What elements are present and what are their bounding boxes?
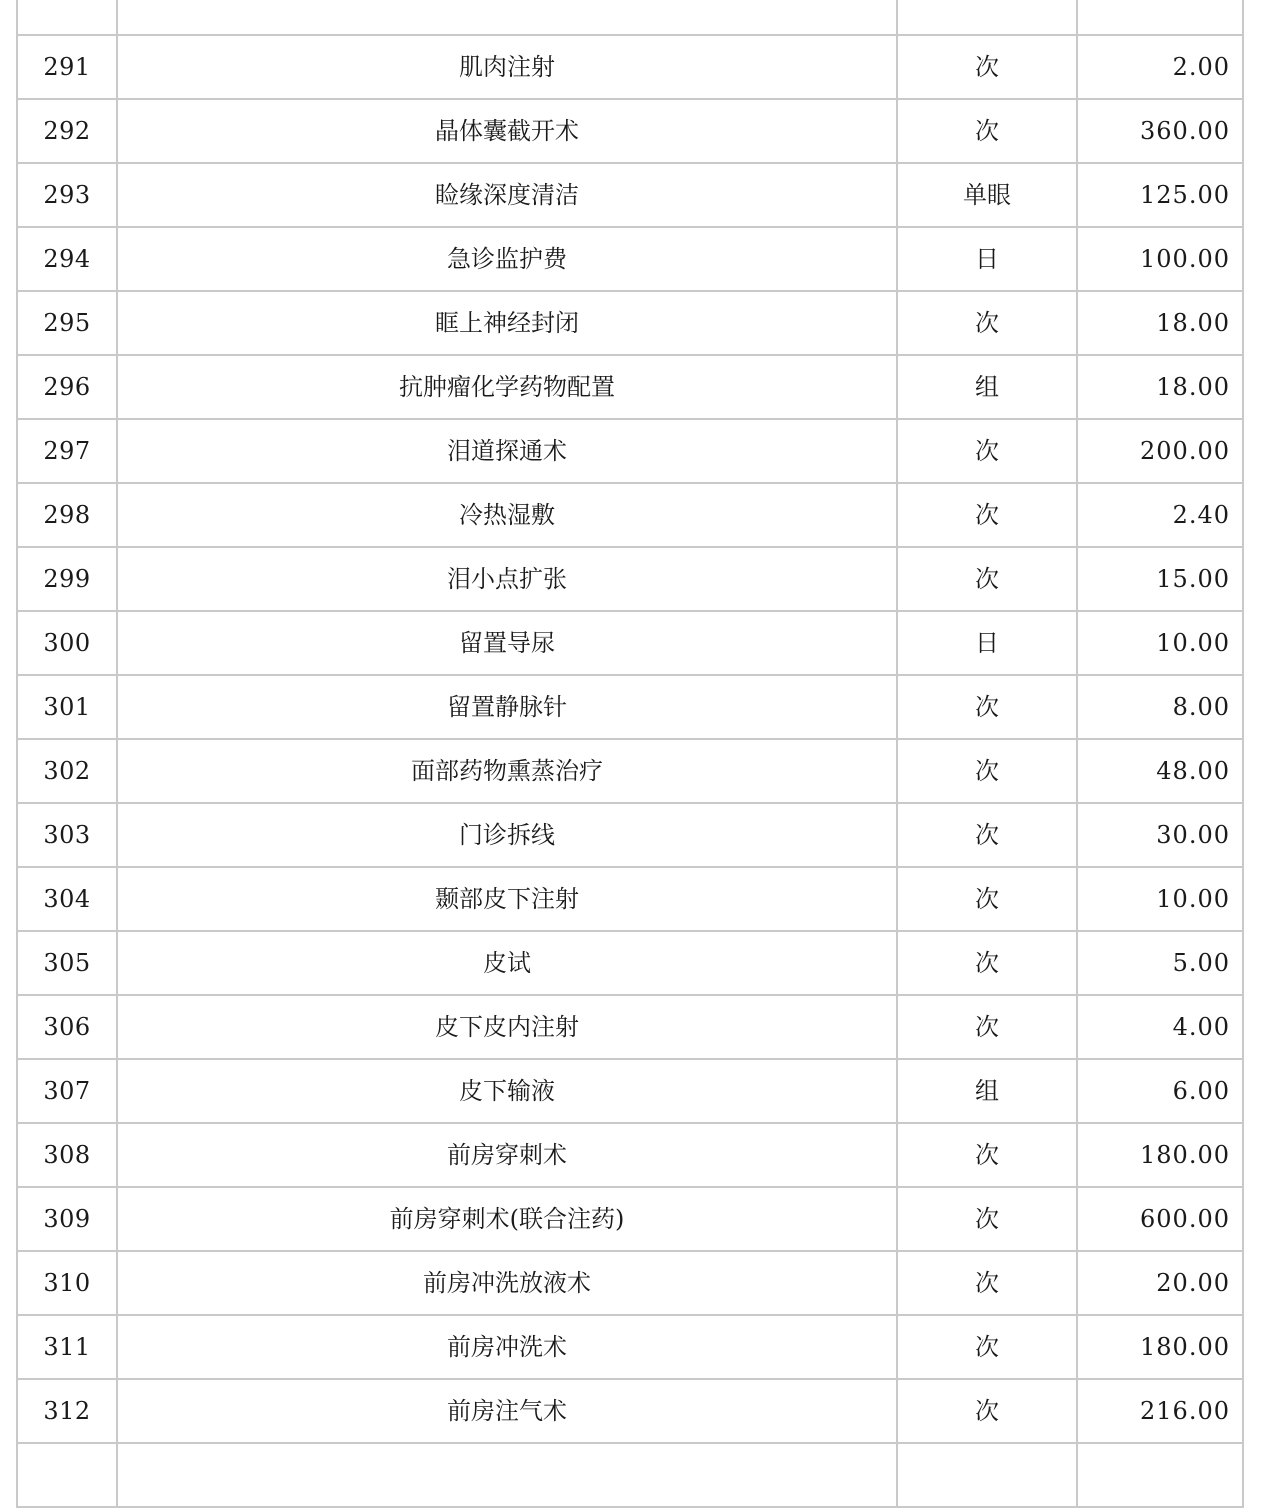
- table-row: [17, 355, 1243, 419]
- item-name-cell: 前房穿刺术(联合注药): [117, 1187, 897, 1251]
- item-name-cell: 泪小点扩张: [117, 547, 897, 611]
- item-number-cell: 300: [17, 611, 117, 675]
- unit-cell: 单眼: [897, 163, 1077, 227]
- price-cell: 18.00: [1077, 355, 1243, 419]
- unit-cell: 次: [897, 739, 1077, 803]
- price-cell: 2.40: [1077, 483, 1243, 547]
- item-number-cell: 307: [17, 1059, 117, 1123]
- table-row: [17, 227, 1243, 291]
- item-name-cell: 冷热湿敷: [117, 483, 897, 547]
- item-name-cell: 前房冲洗放液术: [117, 1251, 897, 1315]
- price-cell: 2.00: [1077, 35, 1243, 99]
- price-cell: 48.00: [1077, 739, 1243, 803]
- unit-cell: 次: [897, 1315, 1077, 1379]
- table-row: [17, 675, 1243, 739]
- table-row: [17, 163, 1243, 227]
- item-number-cell: 303: [17, 803, 117, 867]
- unit-cell: 次: [897, 803, 1077, 867]
- table-row: [17, 419, 1243, 483]
- item-name-cell: 眶上神经封闭: [117, 291, 897, 355]
- price-cell: 30.00: [1077, 803, 1243, 867]
- unit-cell: 次: [897, 931, 1077, 995]
- item-name-cell: [117, 1443, 897, 1507]
- price-cell: 100.00: [1077, 227, 1243, 291]
- item-number-cell: [17, 1443, 117, 1507]
- price-cell: 8.00: [1077, 675, 1243, 739]
- table-row: [17, 1059, 1243, 1123]
- item-number-cell: 312: [17, 1379, 117, 1443]
- item-name-cell: 肌肉注射: [117, 35, 897, 99]
- price-cell: 4.00: [1077, 995, 1243, 1059]
- table-row: [17, 1123, 1243, 1187]
- table-row: [17, 803, 1243, 867]
- item-number-cell: 304: [17, 867, 117, 931]
- item-number-cell: 306: [17, 995, 117, 1059]
- price-table-body: [17, 0, 1243, 1507]
- unit-cell: 日: [897, 611, 1077, 675]
- table-row: [17, 1443, 1243, 1507]
- item-number-cell: 302: [17, 739, 117, 803]
- table-row: [17, 99, 1243, 163]
- unit-cell: [897, 1443, 1077, 1507]
- price-cell: 10.00: [1077, 867, 1243, 931]
- item-number-cell: 298: [17, 483, 117, 547]
- unit-cell: 组: [897, 1059, 1077, 1123]
- table-row: [17, 1187, 1243, 1251]
- unit-cell: 组: [897, 355, 1077, 419]
- unit-cell: 次: [897, 35, 1077, 99]
- item-number-cell: 301: [17, 675, 117, 739]
- price-cell: 600.00: [1077, 1187, 1243, 1251]
- price-cell: [1077, 0, 1243, 35]
- item-name-cell: 泪道探通术: [117, 419, 897, 483]
- item-name-cell: 抗肿瘤化学药物配置: [117, 355, 897, 419]
- item-number-cell: 295: [17, 291, 117, 355]
- unit-cell: 次: [897, 483, 1077, 547]
- item-number-cell: 309: [17, 1187, 117, 1251]
- unit-cell: 日: [897, 227, 1077, 291]
- item-name-cell: 皮下皮内注射: [117, 995, 897, 1059]
- item-number-cell: 291: [17, 35, 117, 99]
- table-row: [17, 1315, 1243, 1379]
- item-number-cell: 308: [17, 1123, 117, 1187]
- item-number-cell: 299: [17, 547, 117, 611]
- item-name-cell: 留置静脉针: [117, 675, 897, 739]
- price-cell: 5.00: [1077, 931, 1243, 995]
- table-row: [17, 547, 1243, 611]
- price-cell: 20.00: [1077, 1251, 1243, 1315]
- item-name-cell: 面部药物熏蒸治疗: [117, 739, 897, 803]
- price-cell: 180.00: [1077, 1123, 1243, 1187]
- price-cell: 6.00: [1077, 1059, 1243, 1123]
- item-name-cell: 急诊监护费: [117, 227, 897, 291]
- item-number-cell: [17, 0, 117, 35]
- table-row: [17, 1251, 1243, 1315]
- table-row: [17, 995, 1243, 1059]
- unit-cell: [897, 0, 1077, 35]
- unit-cell: 次: [897, 995, 1077, 1059]
- unit-cell: 次: [897, 1379, 1077, 1443]
- table-row: [17, 931, 1243, 995]
- unit-cell: 次: [897, 547, 1077, 611]
- item-name-cell: 晶体囊截开术: [117, 99, 897, 163]
- item-number-cell: 297: [17, 419, 117, 483]
- item-number-cell: 305: [17, 931, 117, 995]
- item-name-cell: 皮试: [117, 931, 897, 995]
- item-name-cell: 皮下输液: [117, 1059, 897, 1123]
- table-row: [17, 611, 1243, 675]
- price-cell: 200.00: [1077, 419, 1243, 483]
- item-name-cell: 留置导尿: [117, 611, 897, 675]
- unit-cell: 次: [897, 99, 1077, 163]
- unit-cell: 次: [897, 419, 1077, 483]
- item-number-cell: 293: [17, 163, 117, 227]
- price-cell: 216.00: [1077, 1379, 1243, 1443]
- unit-cell: 次: [897, 1123, 1077, 1187]
- item-name-cell: 门诊拆线: [117, 803, 897, 867]
- unit-cell: 次: [897, 1251, 1077, 1315]
- price-cell: 18.00: [1077, 291, 1243, 355]
- item-number-cell: 311: [17, 1315, 117, 1379]
- price-cell: 10.00: [1077, 611, 1243, 675]
- item-number-cell: 296: [17, 355, 117, 419]
- table-row: [17, 1379, 1243, 1443]
- table-row: [17, 291, 1243, 355]
- item-name-cell: [117, 0, 897, 35]
- item-number-cell: 292: [17, 99, 117, 163]
- item-name-cell: 睑缘深度清洁: [117, 163, 897, 227]
- item-name-cell: 颞部皮下注射: [117, 867, 897, 931]
- table-row: [17, 35, 1243, 99]
- table-row: [17, 483, 1243, 547]
- price-cell: [1077, 1443, 1243, 1507]
- price-cell: 360.00: [1077, 99, 1243, 163]
- item-name-cell: 前房冲洗术: [117, 1315, 897, 1379]
- price-cell: 15.00: [1077, 547, 1243, 611]
- unit-cell: 次: [897, 1187, 1077, 1251]
- table-row: [17, 0, 1243, 35]
- unit-cell: 次: [897, 867, 1077, 931]
- unit-cell: 次: [897, 675, 1077, 739]
- table-row: [17, 867, 1243, 931]
- item-name-cell: 前房注气术: [117, 1379, 897, 1443]
- item-name-cell: 前房穿刺术: [117, 1123, 897, 1187]
- item-number-cell: 294: [17, 227, 117, 291]
- price-table: [16, 0, 1244, 1508]
- price-cell: 125.00: [1077, 163, 1243, 227]
- unit-cell: 次: [897, 291, 1077, 355]
- price-cell: 180.00: [1077, 1315, 1243, 1379]
- table-row: [17, 739, 1243, 803]
- item-number-cell: 310: [17, 1251, 117, 1315]
